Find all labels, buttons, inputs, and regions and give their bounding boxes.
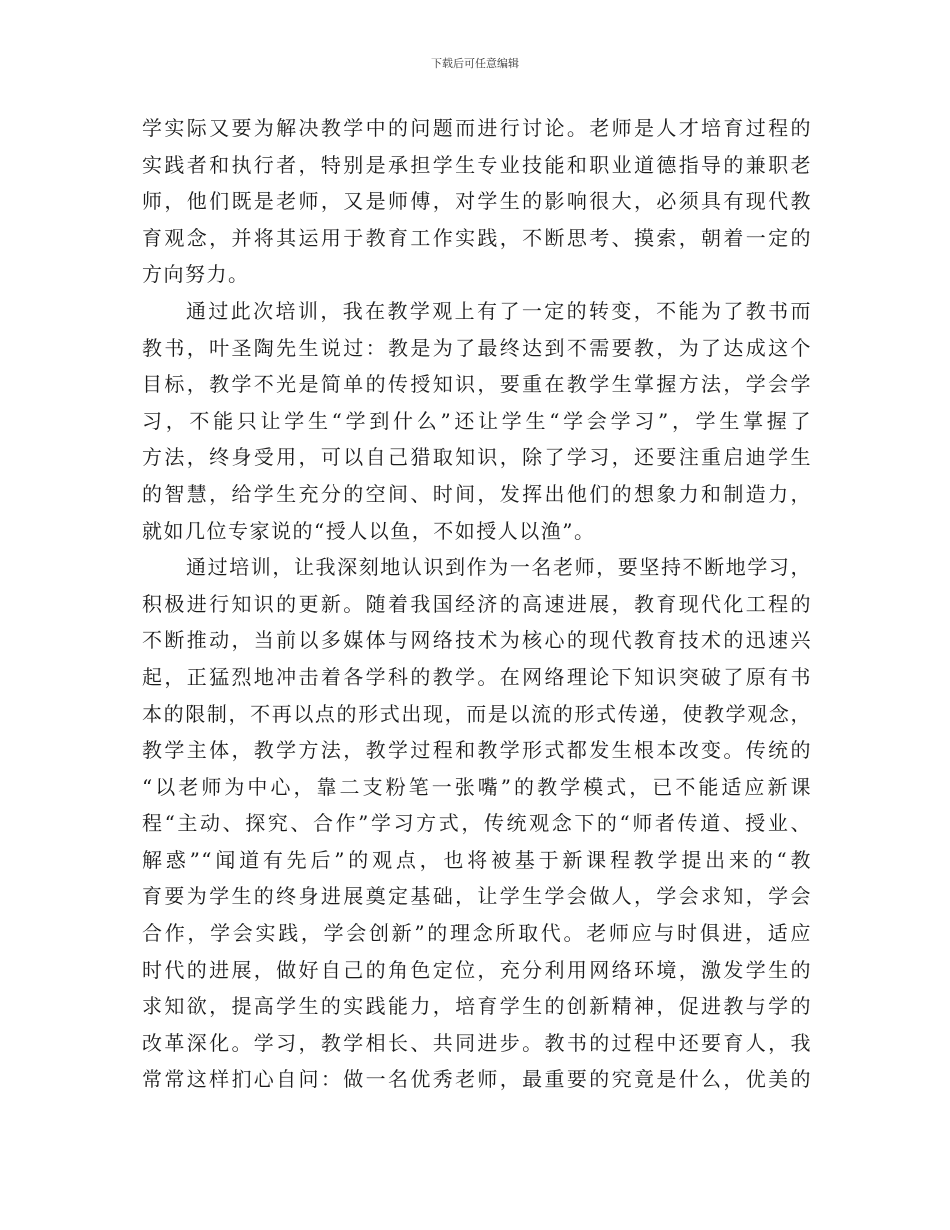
- text-line: 育观念，并将其运用于教育工作实践，不断思考、摸索，朝着一定的: [142, 225, 812, 250]
- text-line: 求知欲，提高学生的实践能力，培育学生的创新精神，促进教与学的: [142, 994, 812, 1019]
- page-header-note: 下载后可任意编辑: [431, 57, 519, 70]
- text-line: 本的限制，不再以点的形式出现，而是以流的形式传递，使教学观念，: [142, 701, 812, 726]
- text-line: 不断推动，当前以多媒体与网络技术为核心的现代教育技术的迅速兴: [142, 628, 812, 653]
- text-line: 程“主动、探究、合作”学习方式，传统观念下的“师者传道、授业、: [142, 811, 812, 836]
- text-line: 习，不能只让学生“学到什么”还让学生“学会学习”，学生掌握了: [142, 408, 812, 433]
- text-line: 起，正猛烈地冲击着各学科的教学。在网络理论下知识突破了原有书: [142, 664, 812, 689]
- text-line: 教学主体，教学方法，教学过程和教学形式都发生根本改变。传统的: [142, 738, 812, 763]
- text-line: 方向努力。: [142, 262, 250, 287]
- text-line: 目标，教学不光是简单的传授知识，要重在教学生掌握方法，学会学: [142, 372, 812, 397]
- document-body: [142, 110, 812, 1098]
- text-line: 常常这样扪心自问：做一名优秀老师，最重要的究竟是什么，优美的: [142, 1067, 812, 1092]
- text-line: 学实际又要为解决教学中的问题而进行讨论。老师是人才培育过程的: [142, 116, 812, 140]
- text-line: 方法，终身受用，可以自己猎取知识，除了学习，还要注重启迪学生: [142, 445, 812, 470]
- text-line: 就如几位专家说的“授人以鱼，不如授人以渔”。: [142, 518, 596, 543]
- text-line: “以老师为中心，靠二支粉笔一张嘴”的教学模式，已不能适应新课: [142, 774, 812, 799]
- text-line: 积极进行知识的更新。随着我国经济的高速进展，教育现代化工程的: [142, 591, 812, 616]
- paragraph-start-line: 通过此次培训，我在教学观上有了一定的转变，不能为了教书而: [186, 298, 812, 323]
- text-line: 改革深化。学习，教学相长、共同进步。教书的过程中还要育人，我: [142, 1030, 812, 1055]
- text-line: 师，他们既是老师，又是师傅，对学生的影响很大，必须具有现代教: [142, 189, 812, 214]
- paragraph-start-line: 通过培训，让我深刻地认识到作为一名老师，要坚持不断地学习，: [186, 555, 812, 580]
- text-line: 实践者和执行者，特别是承担学生专业技能和职业道德指导的兼职老: [142, 152, 812, 177]
- text-line: 育要为学生的终身进展奠定基础，让学生学会做人，学会求知，学会: [142, 884, 812, 909]
- text-line: 时代的进展，做好自己的角色定位，充分利用网络环境，激发学生的: [142, 957, 812, 982]
- text-line: 的智慧，给学生充分的空间、时间，发挥出他们的想象力和制造力，: [142, 481, 812, 506]
- text-line: 教书，叶圣陶先生说过：教是为了最终达到不需要教，为了达成这个: [142, 335, 812, 360]
- text-line: 解惑”“闻道有先后”的观点，也将被基于新课程教学提出来的“教: [142, 847, 812, 872]
- text-line: 合作，学会实践，学会创新”的理念所取代。老师应与时俱进，适应: [142, 921, 812, 946]
